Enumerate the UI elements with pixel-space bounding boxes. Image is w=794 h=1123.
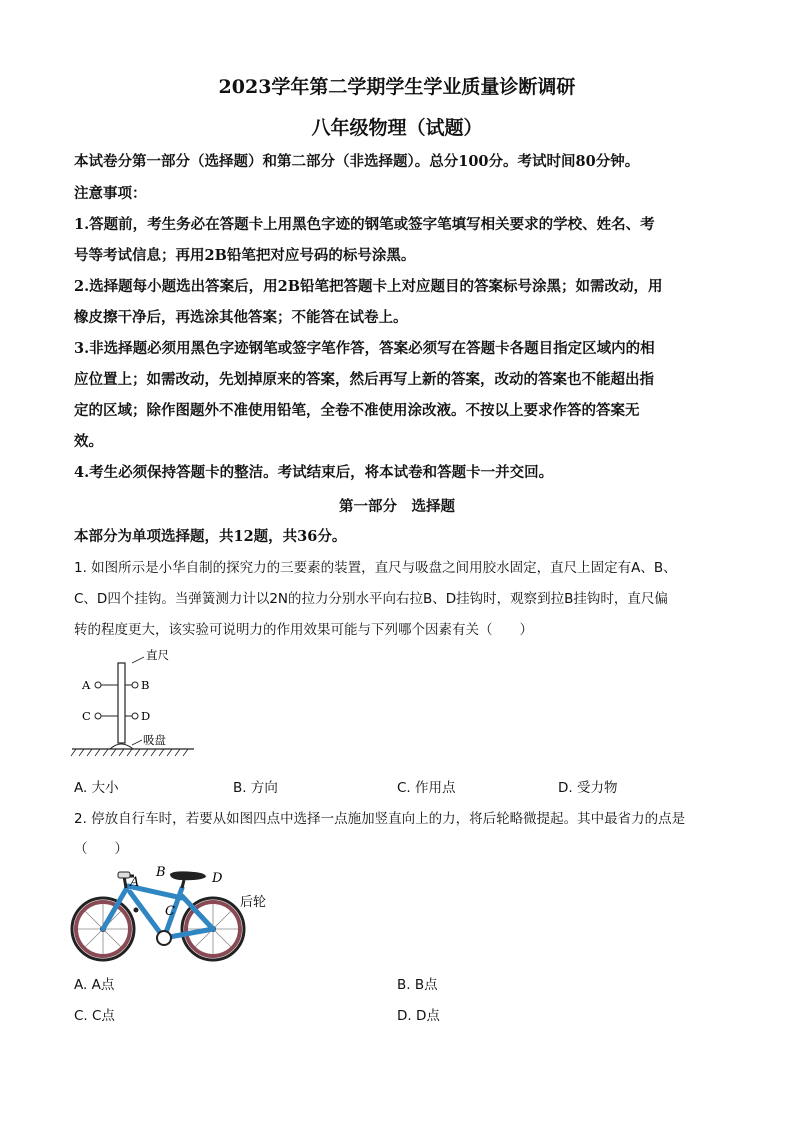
hook-c-label: C <box>82 709 91 723</box>
notice-3-line-2: 应位置上；如需改动，先划掉原来的答案，然后再写上新的答案，改动的答案也不能超出指 <box>74 371 654 388</box>
q2-option-d[interactable]: D. D点 <box>397 1008 440 1024</box>
intro-text: 本试卷分第一部分（选择题）和第二部分（非选择题）。总分100分。考试时间80分钟。 <box>74 153 640 170</box>
notice-3-line-1: 3.非选择题必须用黑色字迹钢笔或签字笔作答，答案必须写在答题卡各题目指定区域内的相 <box>74 340 655 357</box>
hook-c-icon <box>95 713 101 719</box>
q1-option-c[interactable]: C. 作用点 <box>397 780 456 796</box>
q1-line-2: C、D四个挂钩。当弹簧测力计以2N的拉力分别水平向右拉B、D挂钩时，观察到拉B挂钩时，直尺偏 <box>74 591 668 607</box>
point-d-label: D <box>212 871 223 886</box>
notice-1-line-1: 1.答题前，考生务必在答题卡上用黑色字迹的钢笔或签字笔填写相关要求的学校、姓名、考 <box>74 216 655 233</box>
hook-b-icon <box>132 682 138 688</box>
hook-d-icon <box>132 713 138 719</box>
notice-2-line-2: 橡皮擦干净后，再选涂其他答案；不能答在试卷上。 <box>74 309 408 326</box>
q1-option-b[interactable]: B. 方向 <box>233 780 278 796</box>
ruler-label: 直尺 <box>146 648 169 662</box>
hook-a-icon <box>95 682 101 688</box>
section-desc: 本部分为单项选择题，共12题，共36分。 <box>74 528 347 545</box>
notice-3-line-3: 定的区域；除作图题外不准使用铅笔，全卷不准使用涂改液。不按以上要求作答的答案无 <box>74 402 640 419</box>
exam-subtitle: 八年级物理（试题） <box>311 117 483 139</box>
q2-line-1: 2. 停放自行车时，若要从如图四点中选择一点施加竖直向上的力，将后轮略微提起。其中最省力的点是 <box>74 811 686 827</box>
hook-d-label: D <box>141 709 151 723</box>
q1-ruler-figure <box>70 645 200 763</box>
hook-a-label: A <box>82 678 91 692</box>
point-a-label: A <box>130 875 140 890</box>
q2-line-2: （ ） <box>74 841 128 857</box>
suction-label: 吸盘 <box>143 733 166 747</box>
ruler-leader-line <box>132 657 144 663</box>
notice-3-line-4: 效。 <box>74 433 103 450</box>
point-c-label: C <box>165 904 175 919</box>
q2-bicycle-figure <box>70 858 280 968</box>
q1-option-d[interactable]: D. 受力物 <box>558 780 618 796</box>
q2-option-b[interactable]: B. B点 <box>397 977 438 993</box>
q1-line-1: 1. 如图所示是小华自制的探究力的三要素的装置，直尺与吸盘之间用胶水固定，直尺上固定有A、B、 <box>74 560 677 576</box>
notice-1-line-2: 号等考试信息；再用2B铅笔把对应号码的标号涂黑。 <box>74 247 416 264</box>
rear-wheel-label: 后轮 <box>240 895 267 910</box>
hook-b-label: B <box>141 678 150 692</box>
exam-title: 2023学年第二学期学生学业质量诊断调研 <box>218 76 576 98</box>
notice-heading: 注意事项： <box>74 185 147 202</box>
notice-2-line-1: 2.选择题每小题选出答案后，用2B铅笔把答题卡上对应题目的答案标号涂黑；如需改动，用 <box>74 278 663 295</box>
section-title: 第一部分 选择题 <box>339 498 455 515</box>
q1-option-a[interactable]: A. 大小 <box>74 780 119 796</box>
crank <box>157 931 171 945</box>
q1-line-3: 转的程度更大，该实验可说明力的作用效果可能与下列哪个因素有关（ ） <box>74 622 533 638</box>
point-b-label: B <box>156 865 166 880</box>
q2-option-c[interactable]: C. C点 <box>74 1008 115 1024</box>
ruler <box>118 663 125 743</box>
q2-option-a[interactable]: A. A点 <box>74 977 115 993</box>
bike-seat <box>170 871 206 880</box>
ground-hatching <box>71 749 188 756</box>
suction-cup <box>110 744 133 749</box>
notice-4-line-1: 4.考生必须保持答题卡的整洁。考试结束后，将本试卷和答题卡一并交回。 <box>74 464 554 481</box>
